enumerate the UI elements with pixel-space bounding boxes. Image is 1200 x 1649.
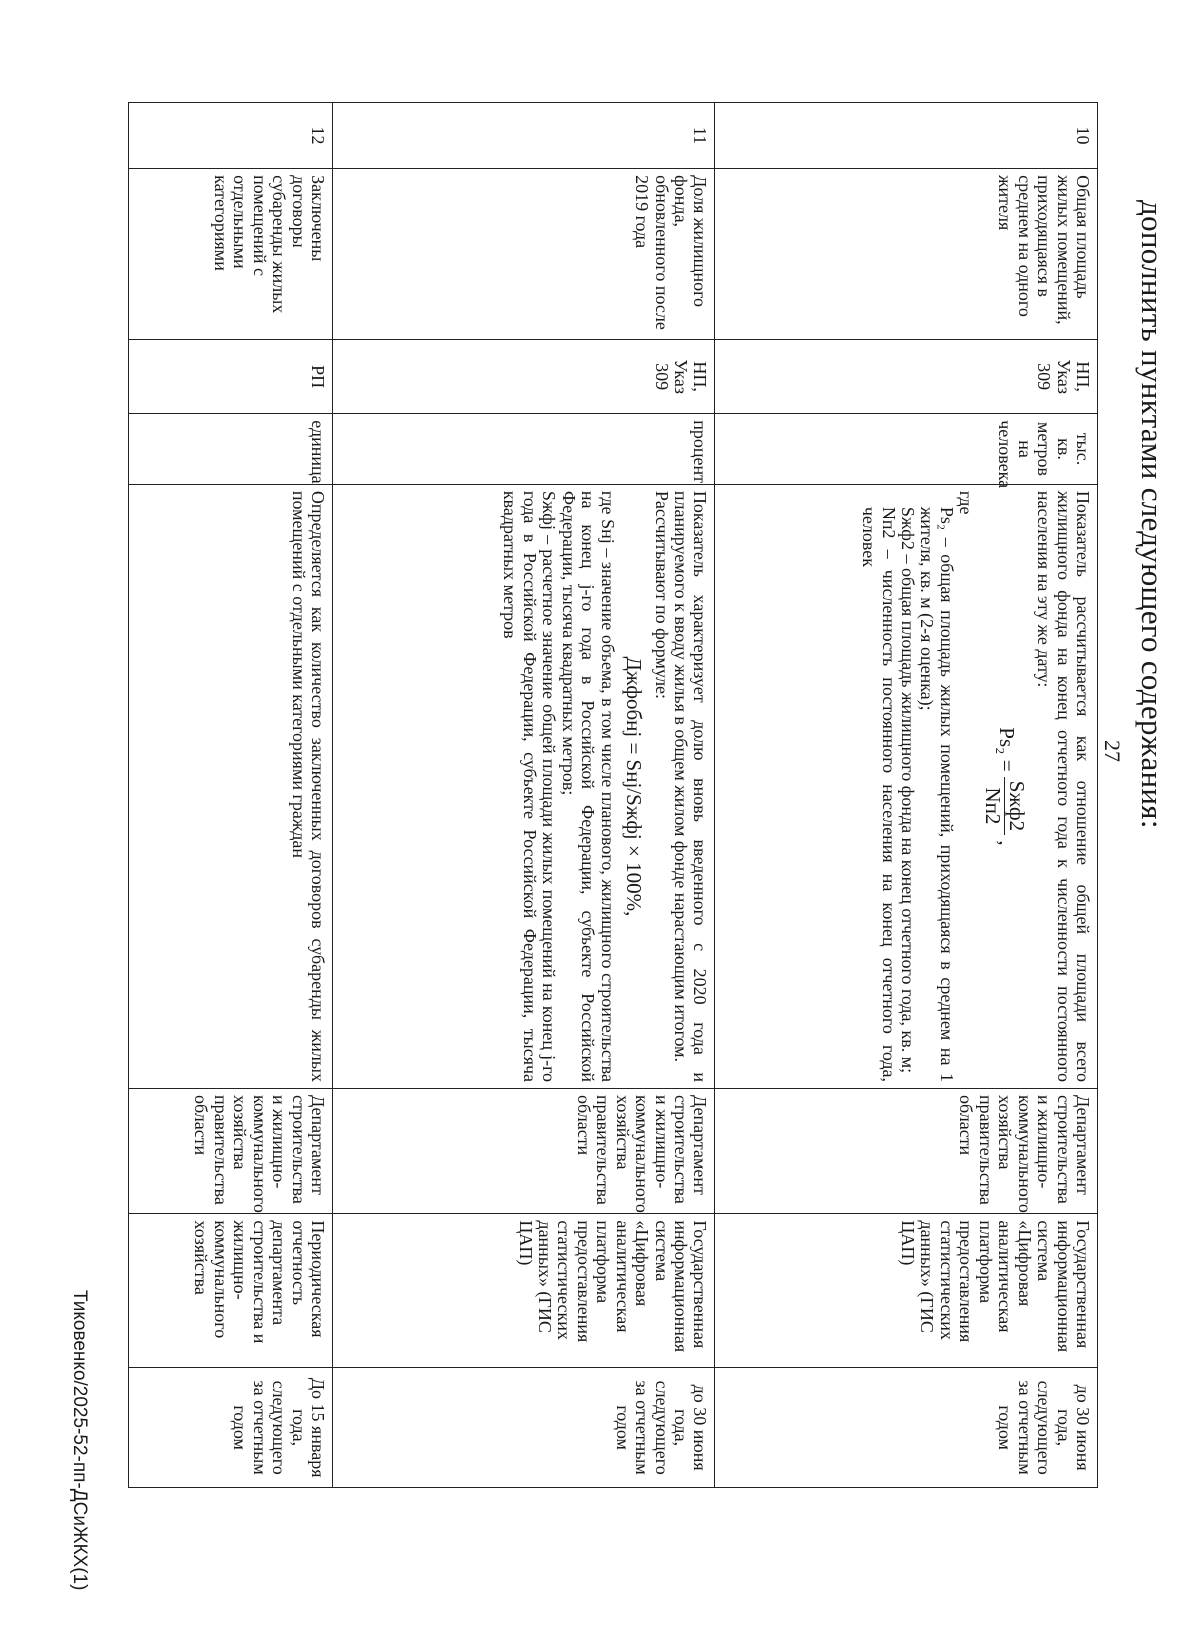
legend-item: Sжфj – расчетное значение общей площади жилых помещений на конец j-го года в Российской Федерации, субъекте Российской Федерации, тысяча квадратных метров <box>500 490 560 1083</box>
deadline: до 30 июня года, следующего за отчетным годом <box>333 1368 716 1488</box>
legend-where: где <box>956 490 977 515</box>
indicator-unit: единица <box>129 414 333 485</box>
indicator-source-type: НП, Указ 309 <box>333 340 716 414</box>
indicators-table <box>128 102 1098 1488</box>
formula: Джфобнj = Sнj/Sжфj × 100%, <box>622 656 647 917</box>
page-number: 27 <box>1100 740 1125 762</box>
data-source: Государственная информационная система «Цифровая аналитическая платформа предоставления статистических данных» (ГИС ЦАП) <box>715 1214 1098 1368</box>
indicator-name: Доля жилищного фонда, обновленного после 2019 года <box>333 169 716 340</box>
method-formula-label: Рассчитывают по формуле: <box>651 490 672 700</box>
formula-numerator: Sжф2 <box>1004 777 1028 835</box>
indicator-source-type: НП, Указ 309 <box>715 340 1098 414</box>
row-number: 11 <box>333 103 716 169</box>
formula-fraction <box>981 777 1027 835</box>
data-source: Государственная информационная система «Цифровая аналитическая платформа предоставления статистических данных» (ГИС ЦАП) <box>333 1214 716 1368</box>
formula-tail: , <box>994 840 1019 846</box>
page-title: дополнить пунктами следующего содержания: <box>1135 200 1170 829</box>
document-footer: Тиковенко/2025-52-пп-ДСиЖКХ(1) <box>69 1290 90 1591</box>
method-intro: Показатель характеризует долю вновь введенного с 2020 года и планируемого к вводу жилья в общем жилом фонде нарастающим итогом. <box>671 490 711 1083</box>
legend-item: Ps₂ – общая площадь жилых помещений, приходящаяся в среднем на 1 жителя, кв. м (2-я оценка); <box>917 506 957 1083</box>
indicator-name: Общая площадь жилых помещений, приходящаяся в среднем на одного жителя <box>715 169 1098 340</box>
row-number: 12 <box>129 103 333 169</box>
deadline: До 15 января года, следующего за отчетным годом <box>129 1368 333 1488</box>
table-row <box>333 103 716 1488</box>
table-row <box>129 103 333 1488</box>
indicator-source-type: РП <box>129 340 333 414</box>
formula-lhs: Ps₂ = <box>994 727 1019 772</box>
calculation-method <box>715 484 1098 1088</box>
calculation-method <box>333 484 716 1088</box>
formula <box>981 491 1027 1082</box>
legend-item: где Sнj – значение объема, в том числе планового, жилищного строительства на конец j-го года в Российской Федерации, субъекте Российской Федерации, тысяча квадратных метров; <box>558 490 618 1083</box>
responsible-department: Департамент строительства и жилищно-коммунального хозяйства правительства области <box>333 1089 716 1214</box>
deadline: до 30 июня года, следующего за отчетным годом <box>715 1368 1098 1488</box>
legend-item: Nп2 – численность постоянного населения на конец отчетного года, человек <box>859 506 899 1083</box>
calculation-method: Определяется как количество заключенных договоров субаренды жилых помещений с отдельными категориями граждан <box>129 484 333 1088</box>
formula-denominator: Nп2 <box>981 787 1006 825</box>
data-source: Периодическая отчетность департамента строительства и жилищно-коммунального хозяйства <box>129 1214 333 1368</box>
responsible-department: Департамент строительства и жилищно-коммунального хозяйства правительства области <box>715 1089 1098 1214</box>
method-intro: Показатель рассчитывается как отношение общей площади всего жилищного фонда на конец отчетного года к численности постоянного населения на эту же дату: <box>1034 490 1093 1083</box>
legend-item: Sжф2 – общая площадь жилищного фонда на конец отчетного года, кв. м; <box>898 506 919 1074</box>
responsible-department: Департамент строительства и жилищно-коммунального хозяйства правительства области <box>129 1089 333 1214</box>
formula-legend <box>500 491 617 1082</box>
indicator-name: Заключены договоры субаренды жилых помещений с отдельными категориями <box>129 169 333 340</box>
indicator-unit: процент <box>333 414 716 485</box>
formula-legend <box>859 491 976 1082</box>
indicator-unit: тыс. кв. метров на человека <box>715 414 1098 485</box>
row-number: 10 <box>715 103 1098 169</box>
table-row <box>715 103 1098 1488</box>
